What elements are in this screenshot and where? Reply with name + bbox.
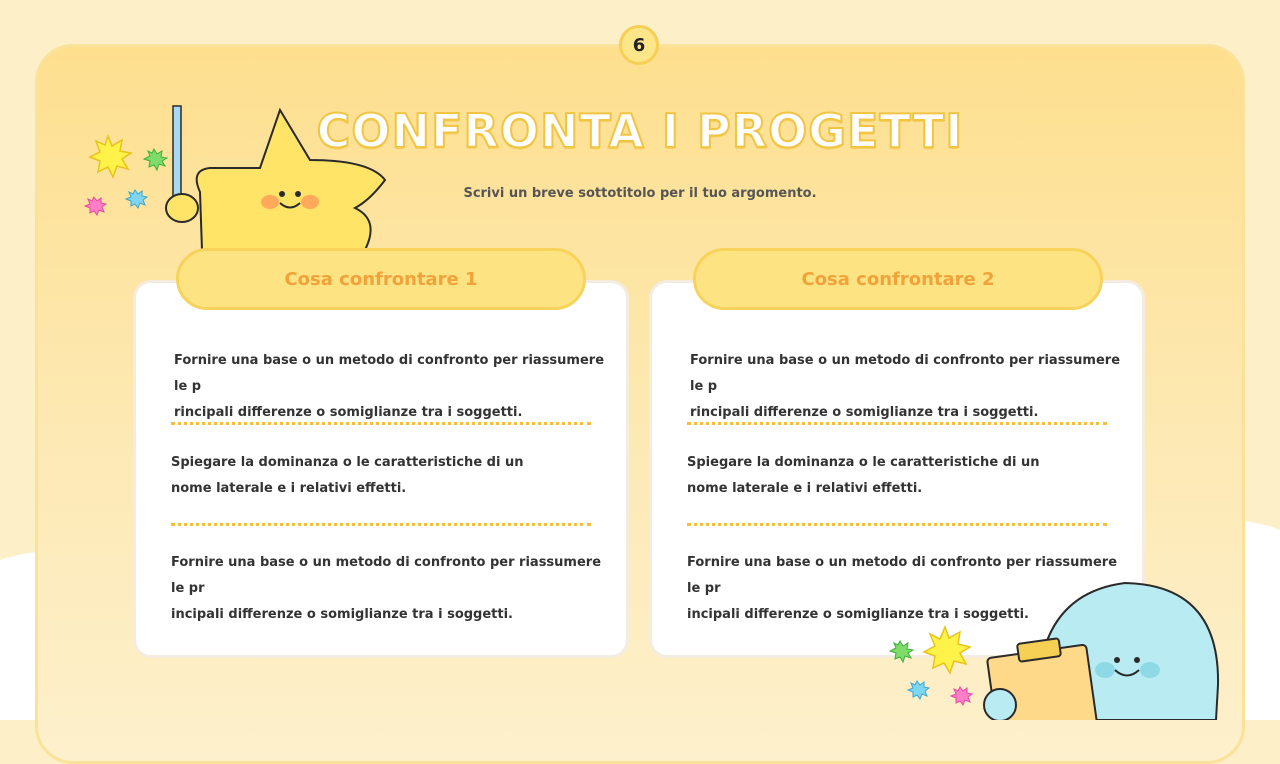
pink-sparkle-icon	[951, 687, 972, 705]
compare-header-2: Cosa confrontare 2	[693, 248, 1103, 310]
compare-2-item-1: Fornire una base o un metodo di confronto per riassumere le p rincipali differenze o somiglianze tra i soggetti.	[690, 353, 1121, 420]
page-subtitle: Scrivi un breve sottotitolo per il tuo argomento.	[463, 186, 817, 201]
divider	[687, 422, 1107, 425]
divider	[171, 523, 591, 526]
yellow-sparkle-icon	[924, 627, 970, 673]
green-sparkle-icon	[890, 641, 913, 662]
compare-1-item-2: Spiegare la dominanza o le caratteristiche di un nome laterale e i relativi effetti.	[171, 455, 524, 496]
compare-2-item-3: Fornire una base o un metodo di confronto per riassumere le pr incipali differenze o somiglianze tra i soggetti.	[687, 555, 1118, 622]
divider	[687, 523, 1107, 526]
page-number-badge: 6	[619, 25, 659, 65]
blob-mascot-icon	[880, 575, 1230, 720]
blue-sparkle-icon	[908, 681, 929, 699]
compare-1-item-1: Fornire una base o un metodo di confronto per riassumere le p rincipali differenze o somiglianze tra i soggetti.	[174, 353, 605, 420]
compare-header-1: Cosa confrontare 1	[176, 248, 586, 310]
compare-2-item-2: Spiegare la dominanza o le caratteristiche di un nome laterale e i relativi effetti.	[687, 455, 1040, 496]
page-title: CONFRONTA I PROGETTI	[316, 104, 964, 158]
compare-1-item-3: Fornire una base o un metodo di confronto per riassumere le pr incipali differenze o somiglianze tra i soggetti.	[171, 555, 602, 622]
divider	[171, 422, 591, 425]
